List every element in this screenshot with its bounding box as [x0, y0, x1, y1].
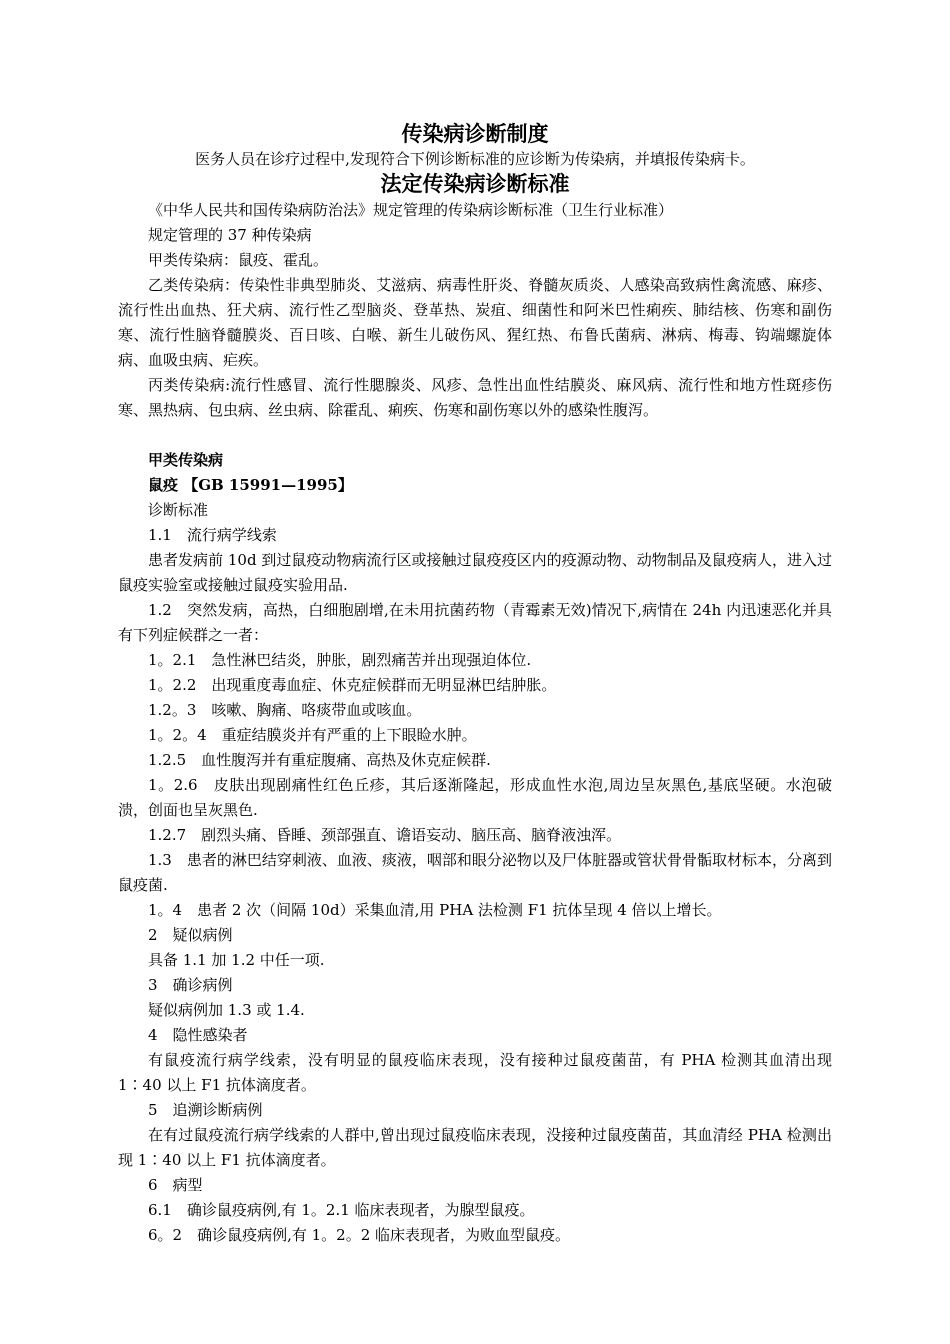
body-line: 在有过鼠疫流行病学线索的人群中,曾出现过鼠疫临床表现，没接种过鼠疫菌苗，其血清经 PHA 检测出现 1∶40 以上 F1 抗体滴度者。 — [118, 1126, 832, 1169]
body-line: 1.2.7 剧烈头痛、昏睡、颈部强直、谵语妄动、脑压高、脑脊液浊浑。 — [148, 826, 622, 844]
body-line: 诊断标准 — [148, 501, 209, 519]
body-line: 1.2。3 咳嗽、胸痛、咯痰带血或咳血。 — [148, 701, 422, 719]
body-line: 6.1 确诊鼠疫病例,有 1。2.1 临床表现者，为腺型鼠疫。 — [148, 1201, 535, 1219]
class-c-paragraph: 丙类传染病:流行性感冒、流行性腮腺炎、风疹、急性出血性结膜炎、麻风病、流行性和地方性斑疹伤寒、黑热病、包虫病、丝虫病、除霍乱、痢疾、伤寒和副伤寒以外的感染性腹泻。 — [118, 376, 832, 419]
body-line: 1.2.5 血性腹泻并有重症腹痛、高热及休克症候群. — [148, 751, 491, 769]
body-line: 具备 1.1 加 1.2 中任一项. — [148, 951, 325, 969]
class-b-paragraph: 乙类传染病：传染性非典型肺炎、艾滋病、病毒性肝炎、脊髓灰质炎、人感染高致病性禽流感、麻疹、流行性出血热、狂犬病、流行性乙型脑炎、登革热、炭疽、细菌性和阿米巴性痢疾、肺结核、伤寒和副伤寒、流行性脑脊髓膜炎、百日咳、白喉、新生儿破伤风、猩红热、布鲁氏菌病、淋病、梅毒、钩端螺旋体病、血吸虫病、疟疾。 — [118, 276, 832, 369]
class-a-heading: 甲类传染病 — [148, 451, 224, 469]
page-title: 传染病诊断制度 — [401, 121, 549, 146]
body-line: 1。2.6 皮肤出现剧痛性红色丘疹，其后逐渐隆起，形成血性水泡,周边呈灰黑色,基底坚硬。水泡破溃，创面也呈灰黑色. — [118, 776, 832, 819]
spacer — [118, 423, 832, 448]
body-line: 1。2.1 急性淋巴结炎，肿胀，剧烈痛苦并出现强迫体位. — [148, 651, 532, 669]
body-line: 1.2 突然发病，高热，白细胞剧增,在未用抗菌药物（青霉素无效)情况下,病情在 24h 内迅速恶化并具有下列症候群之一者： — [118, 601, 832, 644]
section-title: 法定传染病诊断标准 — [380, 171, 570, 196]
body-line: 6 病型 — [148, 1176, 203, 1194]
plague-heading: 鼠疫 【GB 15991—1995】 — [148, 476, 353, 494]
body-line: 有鼠疫流行病学线索，没有明显的鼠疫临床表现，没有接种过鼠疫菌苗，有 PHA 检测其血清出现 1∶40 以上 F1 抗体滴度者。 — [118, 1051, 832, 1094]
body-line: 患者发病前 10d 到过鼠疫动物病流行区或接触过鼠疫疫区内的疫源动物、动物制品及鼠疫病人，进入过鼠疫实验室或接触过鼠疫实验用品. — [118, 551, 832, 594]
body-line: 4 隐性感染者 — [148, 1026, 248, 1044]
class-a-paragraph: 甲类传染病：鼠疫、霍乱。 — [148, 251, 329, 269]
count-paragraph: 规定管理的 37 种传染病 — [148, 226, 312, 244]
body-line: 1.1 流行病学线索 — [148, 526, 277, 544]
body-line: 1。4 患者 2 次（间隔 10d）采集血清,用 PHA 法检测 F1 抗体呈现 4 倍以上增长。 — [148, 901, 722, 919]
body-line: 3 确诊病例 — [148, 976, 233, 994]
body-line: 6。2 确诊鼠疫病例,有 1。2。2 临床表现者，为败血型鼠疫。 — [148, 1226, 571, 1244]
intro-paragraph: 医务人员在诊疗过程中,发现符合下例诊断标准的应诊断为传染病，并填报传染病卡。 — [195, 150, 755, 168]
law-paragraph: 《中华人民共和国传染病防治法》规定管理的传染病诊断标准（卫生行业标准） — [148, 201, 674, 219]
body-line: 1。2.2 出现重度毒血症、休克症候群而无明显淋巴结肿胀。 — [148, 676, 557, 694]
body-line: 2 疑似病例 — [148, 926, 233, 944]
body-line: 5 追溯诊断病例 — [148, 1101, 263, 1119]
body-line: 疑似病例加 1.3 或 1.4. — [148, 1001, 305, 1019]
body-line: 1.3 患者的淋巴结穿刺液、血液、痰液，咽部和眼分泌物以及尸体脏器或管状骨骨骺取材标本，分离到鼠疫菌. — [118, 851, 832, 894]
body-line: 1。2。4 重症结膜炎并有严重的上下眼睑水肿。 — [148, 726, 477, 744]
